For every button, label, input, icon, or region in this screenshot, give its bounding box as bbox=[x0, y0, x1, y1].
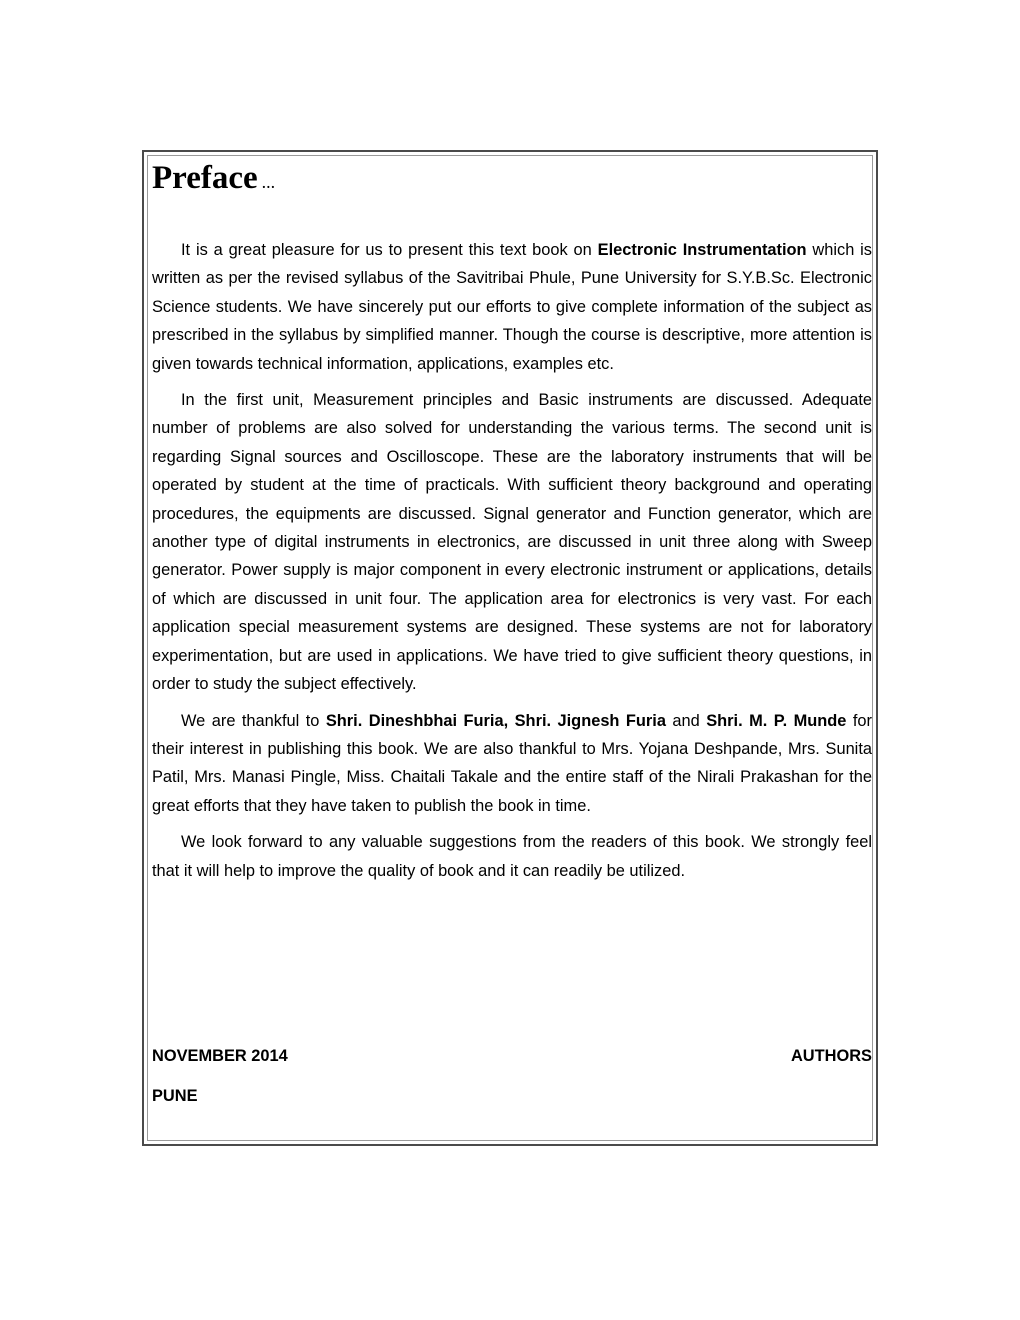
page-border-inner bbox=[147, 155, 873, 1141]
p1-bold-book-title: Electronic Instrumentation bbox=[597, 241, 807, 259]
preface-paragraph-2: In the first unit, Measurement principles and Basic instruments are discussed. Adequate number of problems are also solved for understanding the various terms. The second unit is regarding Signal sources and Oscilloscope. These are the laboratory instruments that will be operated by student at the time of practicals. With sufficient theory background and operating procedures, the equipments are discussed. Signal generator and Function generator, which are another type of digital instruments in electronics, are discussed in unit three along with Sweep generator. Power supply is major component in every electronic instrument or applications, details of which are discussed in unit four. The application area for electronics is very vast. For each application special measurement systems are designed. These systems are not for laboratory experimentation, but are used in applications. We have tried to give sufficient theory questions, in order to study the subject effectively. bbox=[152, 391, 872, 694]
page-border-frame bbox=[142, 150, 878, 1146]
p3-text-2: and bbox=[665, 711, 707, 730]
p1-text-2: which is written as per the revised syllabus of the Savitribai Phule, Pune University for S.Y.B.Sc. Electronic Science students. We have sincerely put our efforts to give complete information of the subject as prescribed in the syllabus by simplified manner. Though the course is descriptive, more attention is given towards technical information, applications, examples etc. bbox=[152, 241, 872, 373]
p3-bold-name-3: Shri. M. P. Munde bbox=[706, 711, 847, 730]
p3-bold-separator: , bbox=[503, 711, 515, 730]
date-label: NOVEMBER 2014 bbox=[152, 1047, 288, 1065]
preface-paragraph-4: We look forward to any valuable suggestions from the readers of this book. We strongly feel that it will help to improve the quality of book and it can readily be utilized. bbox=[152, 833, 872, 880]
p3-text-3: for their interest in publishing this book. We are also thankful to Mrs. Yojana Deshpande, Mrs. Sunita Patil, Mrs. Manasi Pingle, Miss. Chaitali Takale and the entire staff of the Nirali Prakashan for the great efforts that they have taken to publish the book in time. bbox=[152, 711, 872, 815]
p3-text-1: We are thankful to bbox=[181, 711, 326, 730]
preface-paragraph-3 bbox=[152, 707, 872, 821]
p3-bold-name-2: Shri. Jignesh Furia bbox=[514, 711, 666, 730]
preface-title: Preface bbox=[152, 160, 258, 196]
p3-bold-name-1: Shri. Dineshbhai Furia bbox=[325, 711, 504, 730]
preface-paragraph-1 bbox=[152, 236, 872, 378]
preface-heading bbox=[152, 158, 275, 202]
p1-text-1: It is a great pleasure for us to present this text book on bbox=[181, 241, 598, 259]
preface-title-ellipsis: ... bbox=[261, 172, 276, 192]
preface-body bbox=[152, 236, 872, 893]
place-label: PUNE bbox=[152, 1087, 198, 1105]
authors-label: AUTHORS bbox=[790, 1047, 872, 1065]
